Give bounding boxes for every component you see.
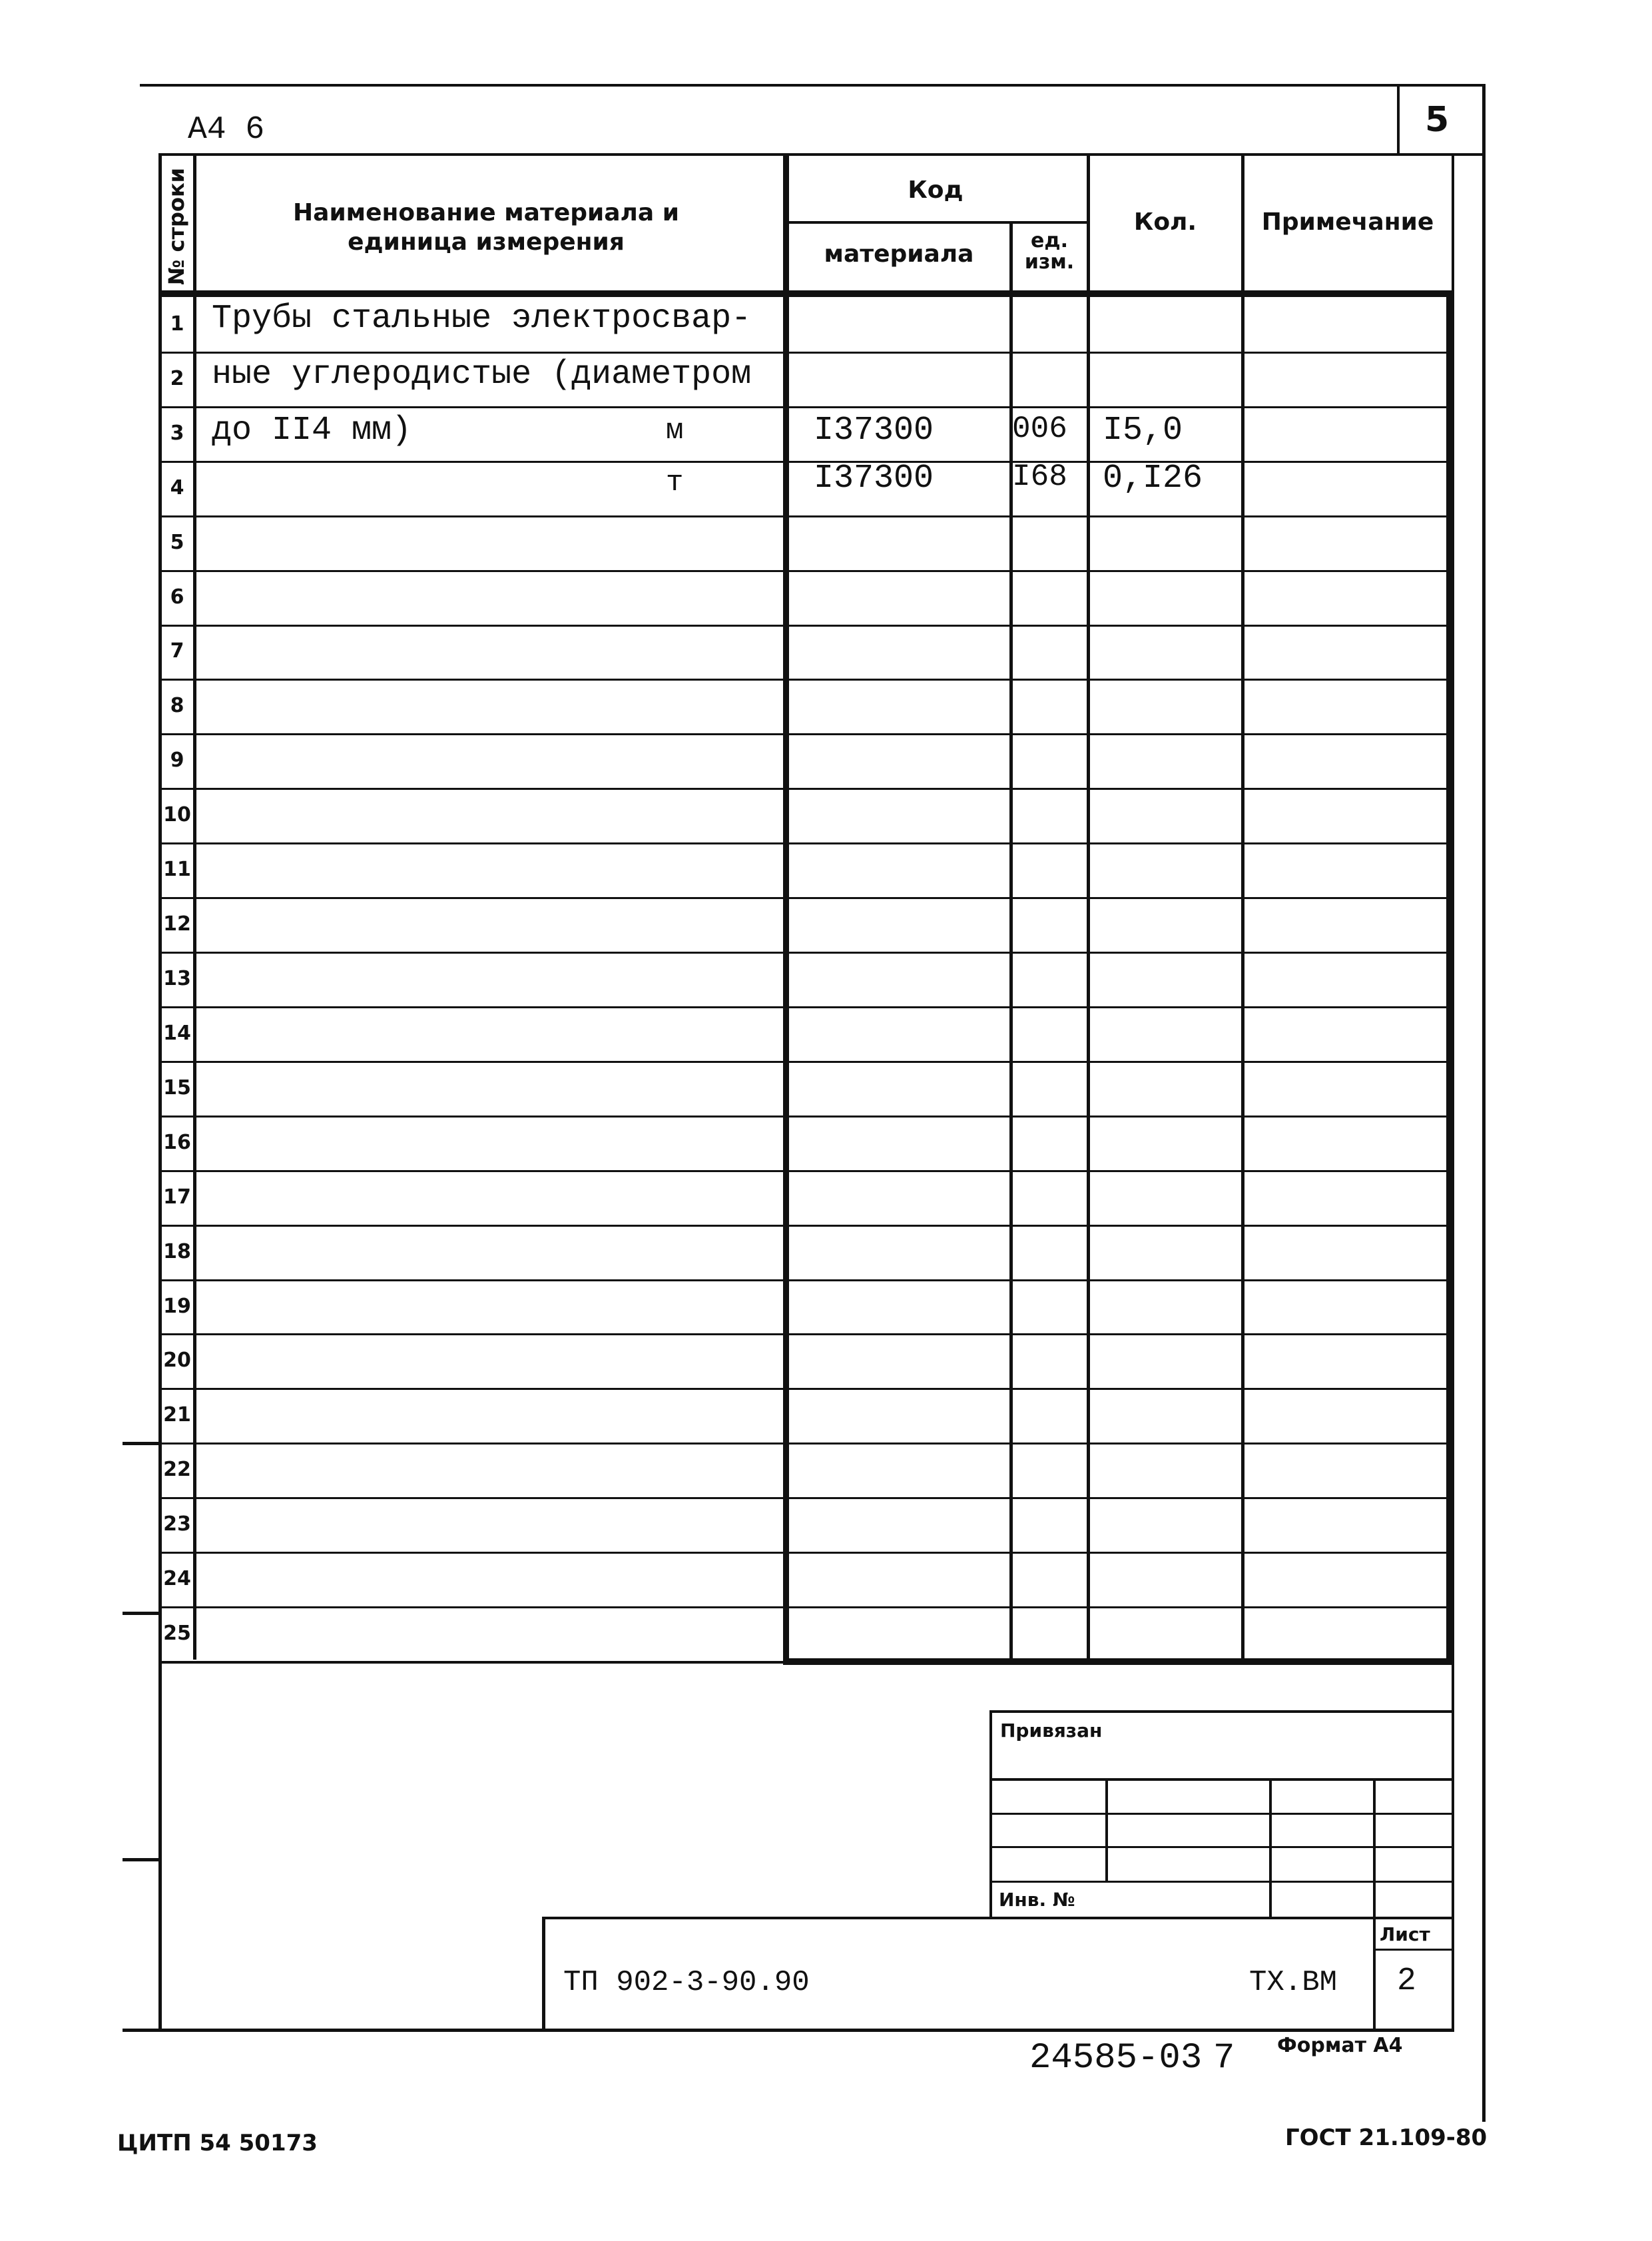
row-number: 19: [163, 1295, 191, 1318]
row-separator: [158, 406, 1450, 408]
row-separator: [158, 897, 1450, 899]
row-3-name: до II4 мм): [212, 412, 412, 450]
code-subheader-line: [786, 221, 1089, 224]
row-3-material-code: I37300: [814, 412, 934, 450]
row-number: 23: [163, 1512, 191, 1536]
sheet-label: Лист: [1380, 1923, 1430, 1945]
archive-number: 24585-03: [1029, 2038, 1203, 2079]
row-separator: [158, 679, 1450, 681]
row-number: 4: [170, 476, 184, 499]
row-number: 11: [163, 858, 191, 881]
row-separator: [158, 1497, 1450, 1499]
row-separator: [158, 788, 1450, 790]
row-separator: [158, 952, 1450, 954]
attached-line-3: [989, 1846, 1453, 1848]
row-separator: [158, 461, 1450, 463]
row-number: 24: [163, 1567, 191, 1590]
note-col-line: [1241, 155, 1244, 1664]
row-1-name: Трубы стальные электросвар-: [212, 300, 752, 338]
row-number: 10: [163, 803, 191, 826]
title-block-left: [542, 1917, 545, 2030]
header-top-line: [158, 153, 1484, 156]
attached-label: Привязан: [1000, 1720, 1103, 1742]
row-separator: [158, 733, 1450, 735]
row-separator: [158, 1006, 1450, 1008]
unit-code-header: ед. изм.: [1024, 229, 1075, 274]
row-separator: [158, 1606, 1450, 1608]
attached-col-1: [1105, 1778, 1108, 1881]
row-number: 7: [170, 639, 184, 663]
row-number: 3: [170, 422, 184, 445]
quantity-header: Кол.: [1133, 208, 1197, 236]
code-header: Код: [908, 176, 964, 204]
row-separator: [158, 1061, 1450, 1063]
row-separator: [158, 1170, 1450, 1172]
printer-code: ЦИТП 54 50173: [117, 2130, 318, 2156]
row-3-unit-symbol: м: [666, 414, 684, 448]
inventory-number-label: Инв. №: [999, 1889, 1075, 1911]
document-mark: ТХ.ВМ: [1249, 1966, 1338, 1999]
title-block-top: [542, 1917, 1454, 1919]
left-tick-3: [123, 1858, 160, 1861]
row-number: 14: [163, 1022, 191, 1045]
stamp-bottom-line: [123, 2029, 1454, 2032]
table-right-line: [1446, 290, 1453, 1665]
left-tick-1: [123, 1442, 160, 1445]
row-number: 13: [163, 967, 191, 990]
row-number: 5: [170, 531, 184, 554]
row-separator: [158, 570, 1450, 572]
row-separator: [158, 1442, 1450, 1444]
row-3-unit-code: 006: [1012, 412, 1067, 446]
sheet-number: 2: [1397, 1963, 1416, 1999]
row-3-quantity: I5,0: [1103, 412, 1183, 450]
row-number: 16: [163, 1131, 191, 1154]
row-4-material-code: I37300: [814, 460, 934, 497]
note-header: Примечание: [1261, 208, 1434, 236]
row-separator: [158, 1225, 1450, 1227]
row-separator: [158, 1333, 1450, 1335]
row-4-quantity: 0,I26: [1103, 460, 1203, 497]
row-separator: [158, 625, 1450, 627]
row-number: 22: [163, 1458, 191, 1481]
name-header: Наименование материала и единица измерения: [293, 199, 679, 256]
row-4-unit-symbol: т: [666, 466, 684, 499]
corner-number: 5: [1425, 100, 1450, 140]
row-number: 1: [170, 312, 184, 336]
attached-line-2: [989, 1813, 1453, 1815]
attached-line-4: [989, 1881, 1453, 1883]
row-number: 2: [170, 367, 184, 390]
gost-reference: ГОСТ 21.109-80: [1285, 2124, 1488, 2151]
format-label: Формат А4: [1277, 2034, 1403, 2057]
material-code-header: материала: [824, 240, 974, 268]
right-border: [1482, 84, 1486, 2122]
row-number: 15: [163, 1076, 191, 1100]
attached-col-2: [1269, 1778, 1272, 1918]
attached-box-divider: [989, 1778, 1453, 1781]
sheet-label-divider: [1373, 1949, 1453, 1951]
row-separator: [158, 842, 1450, 844]
row-2-name: ные углеродистые (диаметром: [212, 356, 752, 394]
rows-bottom-line: [158, 1661, 787, 1664]
row-number: 17: [163, 1185, 191, 1209]
row-number: 6: [170, 585, 184, 609]
corner-box-left: [1397, 84, 1400, 156]
row-separator: [158, 515, 1450, 517]
row-number: 8: [170, 694, 184, 717]
row-number: 25: [163, 1622, 191, 1645]
attached-col-3: [1373, 1778, 1376, 2031]
row-separator: [158, 1388, 1450, 1390]
row-number: 20: [163, 1349, 191, 1372]
row-separator: [158, 1116, 1450, 1118]
row-separator: [158, 1279, 1450, 1281]
row-4-unit-code: I68: [1012, 460, 1067, 494]
row-separator: [158, 352, 1450, 354]
rownum-col-line: [193, 155, 196, 1660]
row-number: 18: [163, 1240, 191, 1263]
header-bottom-line: [158, 290, 1454, 297]
document-number: ТП 902-3-90.90: [563, 1966, 810, 1999]
left-tick-2: [123, 1612, 160, 1615]
top-border: [140, 84, 1485, 87]
sheet-code: А4 6: [188, 112, 265, 148]
attached-box-top: [989, 1710, 1453, 1713]
table-bottom-line: [783, 1658, 1453, 1665]
row-separator: [158, 1552, 1450, 1554]
row-number-header: № строки: [164, 167, 189, 286]
material-col-line: [783, 155, 789, 1664]
archive-sheet: 7: [1213, 2038, 1235, 2079]
row-number: 21: [163, 1403, 191, 1427]
row-number: 12: [163, 912, 191, 936]
row-number: 9: [170, 749, 184, 772]
qty-col-line: [1087, 155, 1090, 1664]
